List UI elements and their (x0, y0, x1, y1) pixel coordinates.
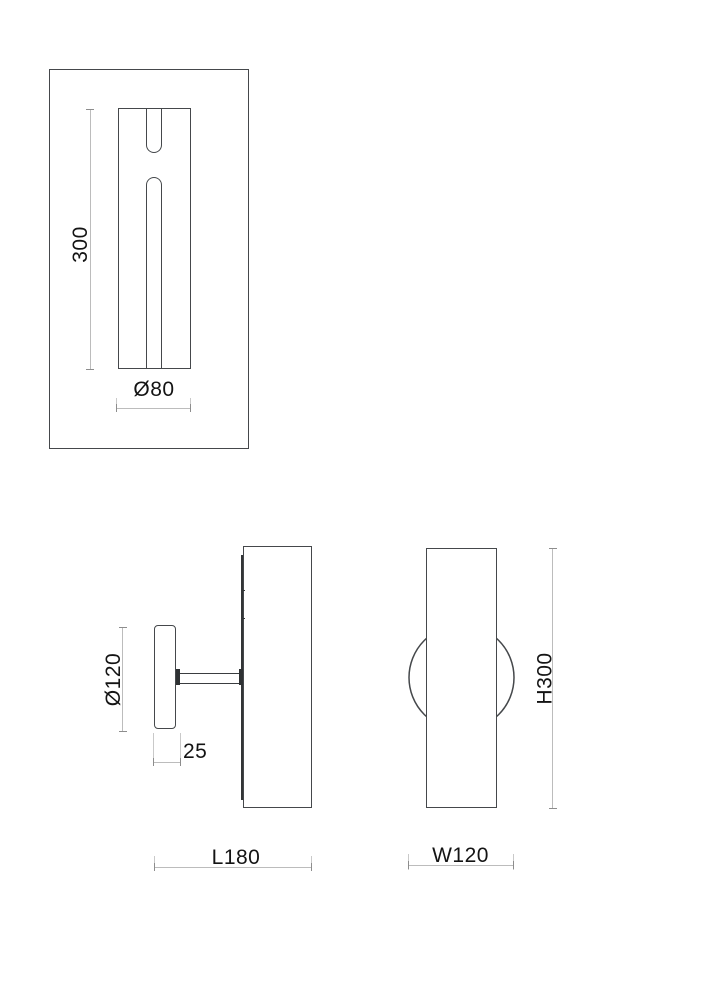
dimension-tick (86, 109, 94, 110)
dimension-line-d80 (116, 408, 191, 409)
dimension-tick (311, 863, 312, 871)
dimension-tick (549, 548, 557, 549)
side-view-body (243, 546, 312, 808)
dimension-label-w120: W120 (432, 843, 489, 867)
dimension-label-25-wrap (183, 741, 207, 763)
dimension-tick (119, 731, 127, 732)
dimension-line-25 (153, 762, 180, 763)
top-view-upper-slot (146, 108, 162, 153)
dimension-tick (116, 404, 117, 412)
front-view-body (426, 548, 497, 808)
side-view-seam-notch (241, 590, 245, 591)
dimension-label-d80: Ø80 (133, 377, 175, 401)
dimension-label-w120-wrap (417, 843, 504, 867)
dimension-tick (180, 758, 181, 766)
dimension-tick (549, 808, 557, 809)
side-view-seam-notch (241, 618, 245, 619)
top-view-lower-slot (146, 177, 162, 369)
dimension-label-l180: L180 (211, 845, 261, 869)
dimension-tick (119, 627, 127, 628)
dimension-label-h300: H300 (533, 651, 557, 705)
dimension-tick (86, 369, 94, 370)
side-view-wall-plate (154, 625, 176, 729)
side-view-arm-cap-left (176, 669, 180, 685)
dimension-label-d80-wrap (124, 376, 184, 402)
dimension-tick (154, 863, 155, 871)
dimension-tick (408, 861, 409, 869)
dimension-label-300: 300 (68, 225, 92, 263)
dimension-label-l180-wrap (193, 845, 279, 869)
side-view-arm (178, 673, 241, 684)
dimension-tick (190, 404, 191, 412)
dimension-tick (513, 861, 514, 869)
dimension-label-d120: Ø120 (102, 652, 126, 706)
dimension-tick (153, 758, 154, 766)
dimension-label-h300-wrap (525, 651, 565, 705)
dimension-label-d120-wrap (94, 652, 134, 706)
side-view-arm-cap-right (239, 669, 244, 685)
dimension-label-300-wrap (60, 224, 100, 264)
dimension-label-25: 25 (183, 740, 208, 763)
